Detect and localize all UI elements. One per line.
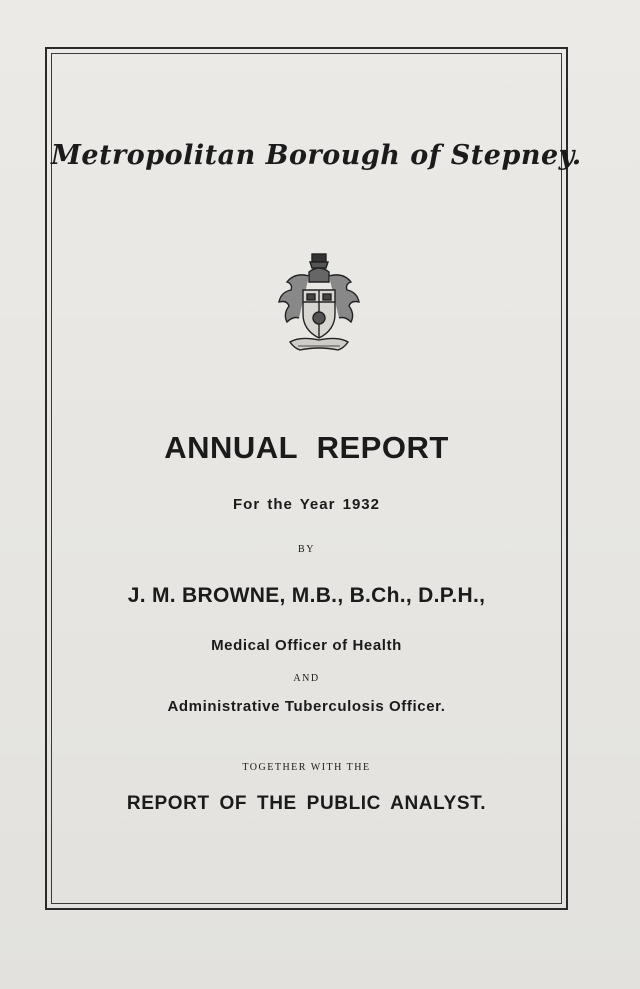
author-role-1: Medical Officer of Health xyxy=(211,637,402,654)
and-label: AND xyxy=(293,673,320,684)
analyst-report-line: REPORT OF THE PUBLIC ANALYST. xyxy=(126,793,487,814)
borough-coat-of-arms-icon xyxy=(276,250,362,360)
borough-heading: Metropolitan Borough of Stepney. xyxy=(51,140,582,171)
report-title: ANNUAL REPORT xyxy=(164,430,449,465)
author-name: J. M. BROWNE, M.B., B.Ch., D.P.H., xyxy=(127,584,486,607)
together-label: TOGETHER WITH THE xyxy=(242,762,371,773)
by-label: BY xyxy=(298,544,315,555)
report-year: For the Year 1932 xyxy=(233,496,380,513)
inner-border xyxy=(51,53,582,904)
author-role-2: Administrative Tuberculosis Officer. xyxy=(167,698,446,715)
